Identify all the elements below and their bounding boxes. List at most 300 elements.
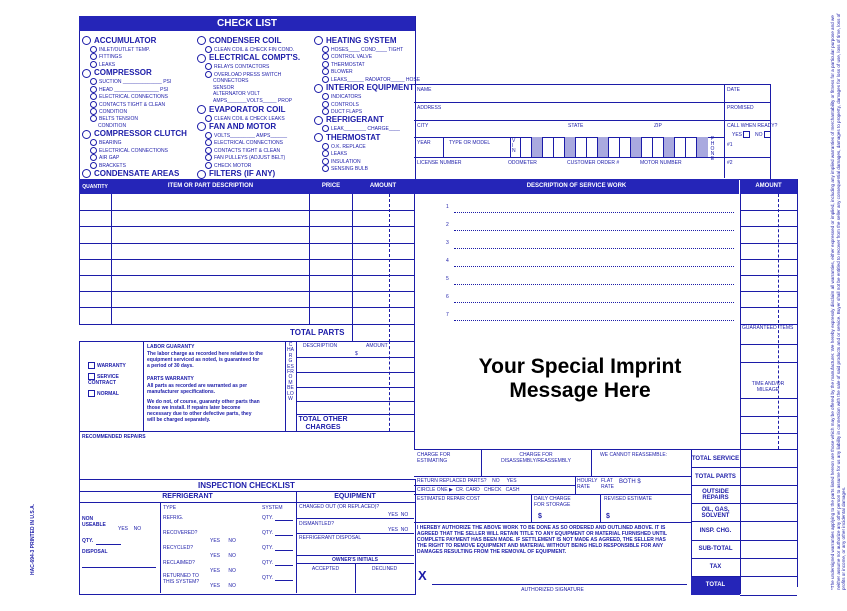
- inspection-yes-no[interactable]: YES NO: [210, 583, 236, 589]
- quantity-header: QUANTITY: [82, 184, 108, 190]
- inspection-yes-no[interactable]: YES NO: [210, 538, 236, 544]
- checklist-label: HOSES____ COND____ TIGHT: [331, 46, 404, 53]
- normal-option[interactable]: NORMAL: [88, 390, 119, 397]
- parts-row[interactable]: [80, 259, 415, 260]
- type-model-label: TYPE OR MODEL: [449, 140, 491, 146]
- checklist-label: RELAYS CONTACTORS: [214, 64, 270, 71]
- inspection-refrig-label: REFRIG.: [163, 515, 184, 521]
- checklist-label: ELECTRICAL CONNECTIONS: [99, 147, 168, 154]
- state-label: STATE: [568, 123, 584, 129]
- charges-from-below-label: CHARGES FROM BELOW: [287, 342, 294, 403]
- checklist-item[interactable]: [314, 61, 414, 68]
- checklist-label: LEAK________ CHARGE____: [331, 126, 400, 133]
- text-line: will be charged separately.: [147, 417, 211, 423]
- checklist-item[interactable]: [197, 46, 312, 53]
- refrigerant-header: REFRIGERANT: [162, 493, 213, 500]
- vin-boxes[interactable]: [520, 137, 706, 157]
- vin-box[interactable]: [696, 137, 708, 157]
- phone-1-label: #1: [727, 142, 733, 148]
- imprint-line-1: Your Special Imprint: [478, 355, 682, 378]
- check-circle-icon[interactable]: [90, 101, 97, 108]
- inspection-reclaimed-label: RECLAIMED?: [163, 560, 195, 566]
- labor-guaranty-title: LABOR GUARANTY: [147, 344, 195, 350]
- checklist-column-1: [82, 36, 192, 187]
- check-circle-icon[interactable]: [82, 69, 91, 78]
- checklist-label: CONTROLS: [331, 101, 359, 108]
- inspection-yes-no[interactable]: YES NO: [210, 553, 236, 559]
- checklist-item[interactable]: [82, 93, 192, 100]
- inspection-qty-field[interactable]: [275, 531, 293, 536]
- check-circle-icon[interactable]: [205, 132, 212, 139]
- service-line[interactable]: [454, 248, 734, 249]
- checklist-item[interactable]: [82, 123, 192, 130]
- service-line-number: 7: [446, 312, 449, 318]
- disposal-field[interactable]: [82, 562, 156, 568]
- checklist-section: [82, 129, 192, 139]
- checklist-item[interactable]: [197, 162, 312, 169]
- check-circle-icon[interactable]: [90, 61, 97, 68]
- text-line: manufacturer specifications.: [147, 389, 216, 395]
- amount-row[interactable]: [740, 259, 797, 260]
- checklist-section: [197, 122, 312, 132]
- total-value-field[interactable]: [740, 485, 797, 504]
- total-value-field[interactable]: [740, 576, 797, 596]
- text-line: AGREED THAT THE SELLER WILL RETAIN TITLE TO ANY EQUIPMENT OR MATERIAL FURNISHED UNTIL: [417, 531, 667, 537]
- checklist-label: ELECTRICAL COMPT'S.: [209, 53, 301, 63]
- checklist-label: CONDITION: [99, 108, 128, 115]
- checklist-item[interactable]: [314, 76, 421, 83]
- other-amount-label: AMOUNT: [366, 343, 388, 349]
- disposal-label: DISPOSAL: [82, 549, 108, 555]
- checklist-label: AIR GAP: [99, 155, 120, 162]
- estimated-cost-label: ESTIMATED REPAIR COST: [417, 496, 481, 502]
- checklist-item[interactable]: [82, 46, 192, 53]
- text-line: COMPLETE PAYMENT HAS BEEN MADE. IF SETTLEMENT IS NOT MADE AS AGREED, THE SELLER HAS: [417, 537, 666, 543]
- total-value-field[interactable]: [740, 521, 797, 540]
- check-circle-icon[interactable]: [205, 63, 212, 70]
- checklist-item[interactable]: [197, 154, 312, 161]
- total-value-field[interactable]: [740, 503, 797, 522]
- declined-label[interactable]: DECLINED: [371, 566, 398, 572]
- check-circle-icon[interactable]: [205, 147, 212, 154]
- parts-row[interactable]: [80, 275, 415, 276]
- checklist-item[interactable]: [314, 158, 414, 165]
- revised-dollar: $: [606, 513, 610, 520]
- description-label: DESCRIPTION: [303, 343, 338, 349]
- estimate-dollar: $: [538, 513, 542, 520]
- changed-out-label: CHANGED OUT (OR REPLACED)?: [299, 504, 380, 510]
- checklist-item[interactable]: [314, 143, 414, 150]
- inspection-title: INSPECTION CHECKLIST: [198, 481, 295, 490]
- checklist-item[interactable]: [197, 132, 312, 139]
- check-circle-icon[interactable]: [90, 53, 97, 60]
- checklist-label: INDICATORS: [331, 93, 362, 100]
- total-row: [691, 521, 740, 540]
- phone-2-label: #2: [727, 160, 733, 166]
- checklist-label: ALTERNATOR VOLT: [213, 91, 260, 98]
- checklist-label: CLEAN COIL & CHECK FIN COND.: [214, 46, 295, 53]
- warranty-option[interactable]: WARRANTY: [88, 362, 126, 369]
- check-circle-icon[interactable]: [90, 162, 97, 169]
- total-parts-label: TOTAL PARTS: [290, 328, 345, 337]
- amount-header: AMOUNT: [369, 183, 397, 189]
- service-line-number: 3: [446, 240, 449, 246]
- checklist-item[interactable]: [82, 86, 192, 93]
- inspection-qty-label: QTY.: [262, 545, 274, 551]
- date-field[interactable]: [727, 93, 767, 101]
- amount-row[interactable]: [740, 307, 797, 308]
- checklist-label: CONNECTORS: [213, 78, 249, 85]
- checklist-item[interactable]: [197, 71, 312, 78]
- hourly-rate-label[interactable]: HOURLY RATE: [577, 478, 598, 490]
- check-circle-icon[interactable]: [205, 162, 212, 169]
- checklist-label: COMPRESSOR CLUTCH: [94, 129, 187, 139]
- checklist-label: THERMOSTAT: [326, 132, 381, 142]
- price-header: PRICE: [321, 183, 341, 189]
- system-label: SYSTEM: [262, 505, 283, 511]
- parts-row[interactable]: [80, 210, 415, 211]
- inspection-recycled-label: RECYCLED?: [163, 545, 194, 551]
- accepted-label[interactable]: ACCEPTED: [311, 566, 340, 572]
- checklist-title: CHECK LIST: [79, 16, 415, 31]
- checklist-item[interactable]: [82, 53, 192, 60]
- license-label: LICENSE NUMBER: [417, 160, 462, 166]
- check-circle-icon[interactable]: [322, 46, 329, 53]
- return-parts-label: RETURN REPLACED PARTS? NO YES: [417, 478, 517, 484]
- check-circle-icon[interactable]: [90, 46, 97, 53]
- checklist-label: LEAKS: [331, 151, 348, 158]
- call-yes-option[interactable]: YES: [732, 131, 752, 138]
- text-line: equipment serviced as noted, is guaranteed for: [147, 357, 260, 363]
- checklist-item[interactable]: [197, 85, 312, 92]
- inspection-qty-field[interactable]: [275, 546, 293, 551]
- check-circle-icon[interactable]: [82, 169, 91, 178]
- amount-row[interactable]: [740, 226, 797, 227]
- service-line-number: 5: [446, 276, 449, 282]
- checklist-label: SUCTION ______________ PSI: [99, 79, 172, 86]
- disclaimer-text: [147, 399, 260, 423]
- service-line[interactable]: [454, 212, 734, 213]
- checklist-section: [314, 115, 414, 125]
- recommended-repairs-field[interactable]: [80, 440, 413, 478]
- checklist-item[interactable]: [82, 78, 192, 85]
- parts-row[interactable]: [80, 243, 415, 244]
- checklist-section: [197, 169, 312, 179]
- check-circle-icon[interactable]: [197, 122, 206, 131]
- check-circle-icon[interactable]: [314, 36, 323, 45]
- parts-row[interactable]: [80, 226, 415, 227]
- odometer-label: ODOMETER: [508, 160, 537, 166]
- recommended-repairs-label: RECOMMENDED REPAIRS: [82, 434, 146, 440]
- inspection-qty-field[interactable]: [275, 561, 293, 566]
- date-label: DATE: [727, 87, 740, 93]
- total-value-field[interactable]: [740, 558, 797, 577]
- check-circle-icon[interactable]: [322, 68, 329, 75]
- service-lines: [414, 194, 740, 324]
- check-circle-icon[interactable]: [322, 101, 329, 108]
- address-label: ADDRESS: [417, 105, 442, 111]
- checklist-item[interactable]: [82, 147, 192, 154]
- cash-option[interactable]: CASH: [505, 487, 520, 493]
- checklist-item[interactable]: [197, 147, 312, 154]
- check-circle-icon[interactable]: [90, 115, 97, 122]
- owners-initials-label: OWNER'S INITIALS: [332, 557, 378, 563]
- checklist-label: BELTS TENSION: [99, 116, 138, 123]
- amount-row[interactable]: [740, 291, 797, 292]
- authorized-signature-label: AUTHORIZED SIGNATURE: [521, 587, 584, 593]
- checklist-item[interactable]: [82, 139, 192, 146]
- checklist-label: CONTROL VALVE: [331, 54, 373, 61]
- service-line[interactable]: [454, 302, 734, 303]
- checklist-item[interactable]: [314, 93, 414, 100]
- check-circle-icon[interactable]: [90, 86, 97, 93]
- qty-field[interactable]: [96, 539, 121, 545]
- total-label: INSP. CHG.: [699, 528, 732, 535]
- checklist-section: [314, 83, 414, 93]
- checklist-section: [197, 36, 312, 46]
- checklist-item[interactable]: [314, 108, 414, 115]
- check-circle-icon[interactable]: [322, 158, 329, 165]
- checklist-item[interactable]: [197, 115, 312, 122]
- checklist-item[interactable]: [197, 98, 312, 105]
- amount-row[interactable]: [740, 243, 797, 244]
- check-circle-icon[interactable]: [197, 36, 206, 45]
- service-line[interactable]: [454, 284, 734, 285]
- checklist-item[interactable]: [314, 125, 414, 132]
- daily-charge-label: DAILY CHARGE FOR STORAGE: [534, 496, 571, 508]
- check-circle-icon[interactable]: [197, 105, 206, 114]
- checklist-item[interactable]: [314, 46, 414, 53]
- check-circle-icon[interactable]: [322, 76, 329, 83]
- checklist-item[interactable]: [197, 63, 312, 70]
- checklist-label: FILTERS (IF ANY): [209, 169, 276, 179]
- both-label[interactable]: BOTH $: [619, 479, 641, 485]
- inspection-qty-label: QTY.: [262, 575, 274, 581]
- checklist-item[interactable]: [82, 108, 192, 115]
- checklist-label: INTERIOR EQUIPMENT: [326, 83, 415, 93]
- total-label: TOTAL SERVICE: [691, 455, 740, 462]
- labor-guaranty-text: [147, 351, 263, 369]
- check-circle-icon[interactable]: [90, 93, 97, 100]
- name-field[interactable]: [440, 87, 720, 101]
- inspection-yes-no[interactable]: YES NO: [210, 568, 236, 574]
- check-circle-icon[interactable]: [322, 150, 329, 157]
- check-circle-icon[interactable]: [205, 115, 212, 122]
- checklist-item[interactable]: [314, 68, 414, 75]
- checklist-label: CONDENSATE AREAS: [94, 169, 180, 179]
- total-label: OIL, GAS, SOLVENT: [701, 506, 730, 520]
- checklist-label: VOLTS_________ AMPS______: [214, 132, 288, 139]
- zip-label: ZIP: [654, 123, 662, 129]
- check-circle-icon[interactable]: [90, 139, 97, 146]
- total-row: [691, 449, 740, 468]
- check-circle-icon[interactable]: [314, 84, 323, 93]
- call-when-ready-label: CALL WHEN READY?: [727, 123, 778, 129]
- qty-label: QTY.: [82, 538, 94, 544]
- inspection-returned-label: RETURNED TO THIS SYSTEM?: [163, 573, 200, 585]
- check-circle-icon[interactable]: [322, 108, 329, 115]
- checklist-item[interactable]: [82, 154, 192, 161]
- phone-label: P H O N E: [710, 136, 715, 162]
- checklist-item[interactable]: [82, 101, 192, 108]
- total-label: TOTAL: [705, 582, 726, 589]
- checklist-label: REFRIGERANT: [326, 115, 384, 125]
- flat-rate-label[interactable]: FLAT RATE: [601, 478, 614, 490]
- check-circle-icon[interactable]: [314, 133, 323, 142]
- service-contract-checkbox[interactable]: [88, 373, 95, 380]
- non-useable-yes-no[interactable]: YES NO: [118, 526, 142, 532]
- checklist-item[interactable]: [314, 101, 414, 108]
- non-useable-label: NON USEABLE: [82, 516, 106, 528]
- checklist-section: [314, 36, 414, 46]
- check-circle-icon[interactable]: [322, 61, 329, 68]
- dismantled-yes-no[interactable]: YES NO: [388, 527, 409, 533]
- check-option[interactable]: CHECK: [483, 487, 502, 493]
- total-value-field[interactable]: [740, 449, 797, 468]
- checklist-label: AMPS_______VOLTS_____ PROP: [213, 98, 293, 105]
- check-circle-icon[interactable]: [322, 93, 329, 100]
- total-value-field[interactable]: [740, 540, 797, 559]
- checklist-label: DUCT FLAPS: [331, 108, 363, 115]
- customer-order-label: CUSTOMER ORDER #: [567, 160, 620, 166]
- imprint-line-2: Message Here: [509, 379, 651, 402]
- checklist-label: LEAKS______ RADIATOR_____ HOSE: [331, 76, 421, 83]
- inspection-qty-field[interactable]: [275, 516, 293, 521]
- equipment-header: EQUIPMENT: [334, 493, 376, 500]
- checklist-label: ELECTRICAL CONNECTIONS: [99, 93, 168, 100]
- checklist-column-2: [197, 36, 312, 194]
- service-line-number: 4: [446, 258, 449, 264]
- checklist-label: CHECK MOTOR: [214, 162, 252, 169]
- total-label: OUTSIDE REPAIRS: [702, 488, 729, 502]
- inspection-recovered-label: RECOVERED?: [163, 530, 198, 536]
- inspection-qty-field[interactable]: [275, 576, 293, 581]
- service-header: DESCRIPTION OF SERVICE WORK: [526, 183, 627, 189]
- normal-checkbox[interactable]: [88, 390, 95, 397]
- time-mileage-label: TIME AND/OR MILEAGE: [751, 381, 785, 393]
- check-circle-icon[interactable]: [322, 125, 329, 132]
- checklist-label: O.K. REPLACE: [331, 143, 366, 150]
- check-circle-icon[interactable]: [205, 71, 212, 78]
- service-line-number: 6: [446, 294, 449, 300]
- total-other-charges-label: TOTAL OTHER CHARGES: [298, 416, 348, 431]
- checklist-label: SENSING BULB: [331, 165, 368, 172]
- item-description-header: ITEM OR PART DESCRIPTION: [167, 183, 254, 189]
- parts-rows: [79, 194, 415, 324]
- checklist-item[interactable]: [314, 53, 414, 60]
- call-no-option[interactable]: NO: [755, 131, 773, 138]
- check-circle-icon[interactable]: [322, 165, 329, 172]
- check-circle-icon[interactable]: [314, 116, 323, 125]
- check-circle-icon[interactable]: [90, 108, 97, 115]
- text-line: a period of 30 days.: [147, 363, 194, 369]
- checklist-item[interactable]: [197, 139, 312, 146]
- total-row: [691, 558, 740, 577]
- checklist-label: HEAD ________________ PSI: [99, 86, 169, 93]
- parts-warranty-text: [147, 383, 247, 395]
- cr-card-option[interactable]: CR. CARD: [455, 487, 480, 493]
- checklist-item[interactable]: [82, 115, 192, 122]
- checklist-label: BRACKETS: [99, 162, 126, 169]
- charge-disassembly-label: CHARGE FOR DISASSEMBLY/REASSEMBLY: [501, 452, 571, 464]
- checklist-section: [197, 53, 312, 63]
- service-line[interactable]: [454, 266, 734, 267]
- text-line: The labor charge as recorded here relative to the: [147, 351, 263, 357]
- checklist-label: ACCUMULATOR: [94, 36, 157, 45]
- service-line-number: 2: [446, 222, 449, 228]
- checklist-label: EVAPORATOR COIL: [209, 104, 286, 114]
- checklist-label: CONTACTS TIGHT & CLEAN: [99, 101, 166, 108]
- checklist-item[interactable]: [82, 61, 192, 68]
- checklist-label: ELECTRICAL CONNECTIONS: [214, 140, 283, 147]
- check-circle-icon[interactable]: [90, 154, 97, 161]
- check-circle-icon[interactable]: [197, 170, 206, 179]
- checklist-item[interactable]: [197, 78, 312, 85]
- check-circle-icon[interactable]: [90, 78, 97, 85]
- service-line[interactable]: [454, 230, 734, 231]
- checklist-item[interactable]: [314, 165, 414, 172]
- side-disclaimer: *The undersigned warranties applying to the parts listed hereon are those which may be offered by the manufacturer. We hereby expressly disclaim all warranties, either expressed or implied, including any implied warranties of merchantability or fitness for a particular purpose and we neither assume nor authorize any other person to assume for us any liability in connection with the sale of said products and or service. Buyer shall not be entitled to recover from the seller any consequential damages, damages to property, damages for loss of use, loss of time, loss of profits or income, or any other incidental damages.: [830, 13, 847, 590]
- total-row: [691, 485, 740, 504]
- payment-method-row: CIRCLE ONE ▶ CR. CARD CHECK CASH: [417, 487, 520, 493]
- no-checkbox[interactable]: [764, 131, 771, 138]
- changed-yes-no[interactable]: YES NO: [388, 512, 409, 518]
- check-circle-icon[interactable]: [205, 154, 212, 161]
- parts-warranty-title: PARTS WARRANTY: [147, 376, 194, 382]
- total-value-field[interactable]: [740, 467, 797, 486]
- checklist-item[interactable]: [197, 91, 312, 98]
- checklist-item[interactable]: [82, 162, 192, 169]
- check-circle-icon[interactable]: [197, 54, 206, 63]
- checklist-label: INLET/OUTLET TEMP.: [99, 46, 151, 53]
- total-row: [691, 540, 740, 559]
- service-amount-rows: [740, 194, 797, 324]
- parts-row[interactable]: [80, 291, 415, 292]
- parts-row[interactable]: [80, 307, 415, 308]
- check-circle-icon[interactable]: [322, 143, 329, 150]
- checklist-label: INSULATION: [331, 158, 361, 165]
- revised-estimate-label: REVISED ESTIMATE: [604, 496, 652, 502]
- check-circle-icon[interactable]: [82, 130, 91, 139]
- checklist-section: [82, 68, 192, 78]
- yes-checkbox[interactable]: [743, 131, 750, 138]
- check-circle-icon[interactable]: [322, 53, 329, 60]
- check-circle-icon[interactable]: [205, 139, 212, 146]
- service-line[interactable]: [454, 320, 734, 321]
- service-line-number: 1: [446, 204, 449, 210]
- service-contract-option[interactable]: SERVICE CONTRACT: [88, 373, 119, 386]
- check-circle-icon[interactable]: [90, 147, 97, 154]
- amount-row[interactable]: [740, 210, 797, 211]
- total-row: [691, 467, 740, 486]
- year-label: YEAR: [417, 140, 431, 146]
- signature-x: X: [418, 568, 427, 583]
- amount-row[interactable]: [740, 275, 797, 276]
- checklist-item[interactable]: [314, 150, 414, 157]
- checklist-label: THERMOSTAT: [331, 61, 365, 68]
- warranty-checkbox[interactable]: [88, 362, 95, 369]
- type-label: TYPE: [163, 505, 177, 511]
- service-amount-header: AMOUNT: [755, 183, 782, 189]
- check-circle-icon[interactable]: [205, 46, 212, 53]
- total-label: TAX: [709, 564, 722, 571]
- refrigerant-disposal-label: REFRIGERANT DISPOSAL: [299, 535, 362, 541]
- promised-label: PROMISED: [727, 105, 754, 111]
- signature-line[interactable]: [432, 574, 687, 585]
- checklist-label: HEATING SYSTEM: [326, 36, 397, 45]
- check-circle-icon[interactable]: [82, 36, 91, 45]
- city-label: CITY: [417, 123, 429, 129]
